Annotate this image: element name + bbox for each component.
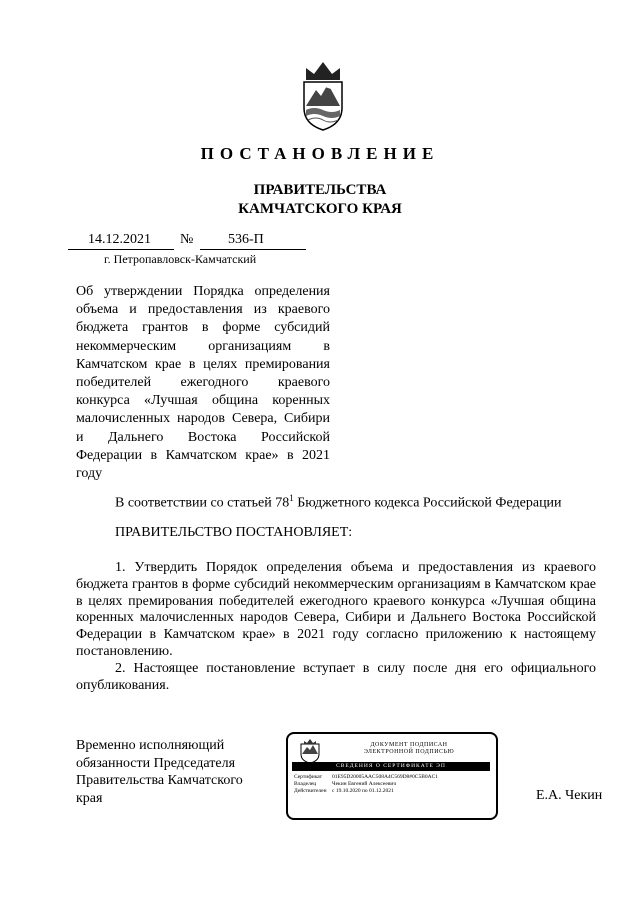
signer-position <box>76 737 243 807</box>
resolution-items <box>76 560 596 694</box>
item-1: 1. Утвердить Порядок определения объема и предоставления из краевого бюджета грантов в форме субсидий некоммерческим организациям в Камчатском крае в целях премирования победителей ежегодного краевого конкурса «Лучшая община коренных малочисленных народов Севера, Сибири и Дальнего Востока Российской Федерации в Камчатском крае» в 2021 году согласно приложению к настоящему постановлению. <box>76 560 596 659</box>
stamp-row-value: 01E95D20005AAC508A4C569D8#0C5B0AC1 <box>332 774 439 780</box>
legal-basis <box>115 490 562 512</box>
document-number: 536-П <box>228 232 264 247</box>
stamp-certificate-details <box>294 774 492 795</box>
stamp-row-key: Действителен <box>294 788 327 794</box>
stamp-row <box>294 781 492 788</box>
electronic-signature-stamp <box>286 732 498 820</box>
stamp-document-caption <box>334 742 484 756</box>
signer-position-line: края <box>76 790 103 806</box>
stamp-row <box>294 788 492 795</box>
city: г. Петропавловск-Камчатский <box>104 252 257 266</box>
issuer-line-2: КАМЧАТСКОГО КРАЯ <box>238 201 402 217</box>
legal-basis-prefix: В соответствии со статьей 78 <box>115 495 290 511</box>
stamp-emblem-icon <box>298 738 322 764</box>
stamp-certificate-bar: СВЕДЕНИЯ О СЕРТИФИКАТЕ ЭП <box>292 762 490 771</box>
document-subject: Об утверждении Порядка определения объема и предоставления из краевого бюджета грантов в форме субсидий некоммерческим организациям в Камчатском крае в целях премирования победителей ежегодного краевого конкурса «Лучшая община коренных малочисленных народов Севера, Сибири и Дальнего Востока Российской Федерации в Камчатском крае» в 2021 году <box>76 284 330 482</box>
document-date: 14.12.2021 <box>88 232 151 247</box>
legal-basis-suffix: Бюджетного кодекса Российской Федерации <box>293 495 562 511</box>
signer-position-line: Временно исполняющий <box>76 738 225 753</box>
date-underline <box>68 249 174 250</box>
kamchatka-emblem-icon <box>296 60 350 132</box>
stamp-doc-line-2: ЭЛЕКТРОННОЙ ПОДПИСЬЮ <box>363 749 455 755</box>
number-underline <box>200 249 306 250</box>
date-number-line <box>68 232 308 250</box>
article-superscript: 1 <box>289 493 294 503</box>
stamp-row-value: с 19.10.2020 по 01.12.2021 <box>332 788 394 794</box>
stamp-row-key: Владелец <box>294 781 317 787</box>
document-title: ПОСТАНОВЛЕНИЕ <box>200 144 440 163</box>
stamp-doc-line-1: ДОКУМЕНТ ПОДПИСАН <box>370 742 448 748</box>
stamp-row-value: Чекин Евгений Алексеевич <box>332 781 397 787</box>
item-2: 2. Настоящее постановление вступает в силу после дня его официального опубликования. <box>76 660 596 693</box>
signer-position-line: обязанности Председателя <box>76 755 236 771</box>
number-sign: № <box>180 232 194 247</box>
signer-position-line: Правительства Камчатского <box>76 773 243 789</box>
signer-name: Е.А. Чекин <box>536 788 603 803</box>
stamp-row <box>294 774 492 781</box>
stamp-row-key: Сертификат <box>294 774 322 780</box>
resolve-heading: ПРАВИТЕЛЬСТВО ПОСТАНОВЛЯЕТ: <box>115 525 353 540</box>
issuer-line-1: ПРАВИТЕЛЬСТВА <box>253 182 387 198</box>
